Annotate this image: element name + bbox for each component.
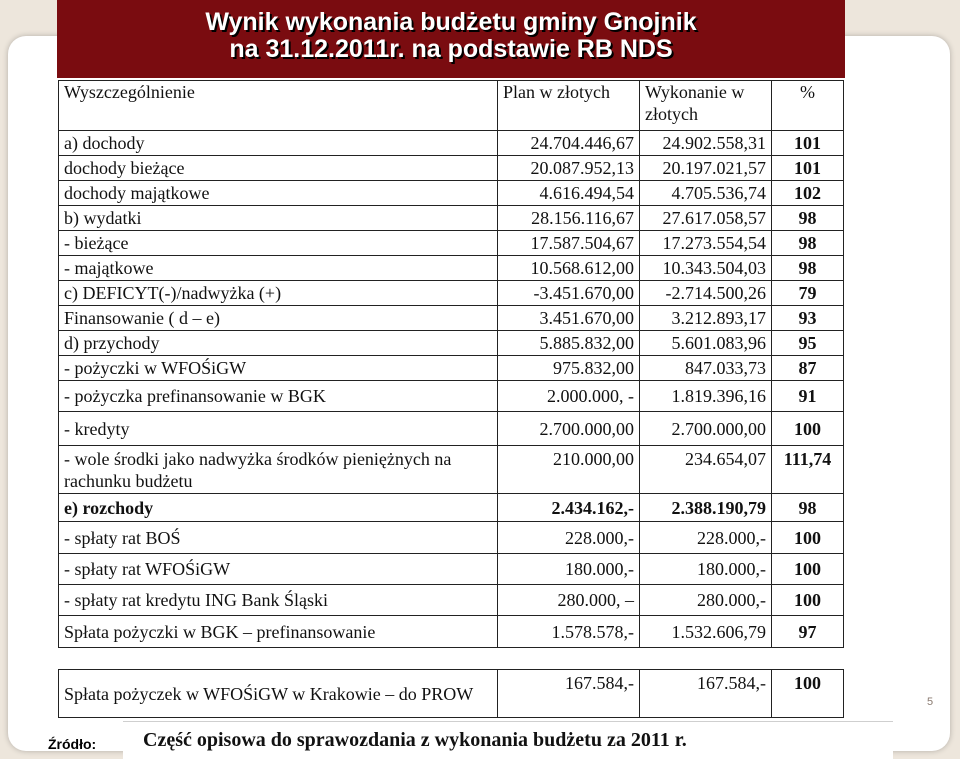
row-name: - kredyty: [59, 412, 498, 446]
header-name: Wyszczególnienie: [59, 81, 498, 131]
title-line-1: Wynik wykonania budżetu gminy Gnojnik: [205, 8, 697, 36]
row-name: - spłaty rat kredytu ING Bank Śląski: [59, 585, 498, 616]
row-exec: -2.714.500,26: [640, 281, 772, 306]
row-name: d) przychody: [59, 331, 498, 356]
row-name: - bieżące: [59, 231, 498, 256]
row-pct: 91: [772, 381, 844, 412]
row-plan: 2.000.000, -: [498, 381, 640, 412]
row-exec: 3.212.893,17: [640, 306, 772, 331]
row-exec: 180.000,-: [640, 554, 772, 585]
row-exec: 5.601.083,96: [640, 331, 772, 356]
table-row: [59, 446, 844, 494]
row-pct: 98: [772, 206, 844, 231]
row-plan: 975.832,00: [498, 356, 640, 381]
row-name: a) dochody: [59, 131, 498, 156]
row-plan: 228.000,-: [498, 522, 640, 554]
row-name: Finansowanie ( d – e): [59, 306, 498, 331]
row-pct: 97: [772, 616, 844, 648]
row-plan: 2.700.000,00: [498, 412, 640, 446]
row-exec: 1.532.606,79: [640, 616, 772, 648]
row-exec: 1.819.396,16: [640, 381, 772, 412]
row-exec: 20.197.021,57: [640, 156, 772, 181]
table-header-row: [59, 81, 844, 131]
row-plan: 3.451.670,00: [498, 306, 640, 331]
table-row: [59, 616, 844, 648]
row-plan: 1.578.578,-: [498, 616, 640, 648]
row-plan: 280.000, –: [498, 585, 640, 616]
row-plan: 24.704.446,67: [498, 131, 640, 156]
row-name: dochody bieżące: [59, 156, 498, 181]
row-name: c) DEFICYT(-)/nadwyżka (+): [59, 281, 498, 306]
table-row: [59, 256, 844, 281]
table-row: [59, 156, 844, 181]
table-row: [59, 356, 844, 381]
row-pct: 87: [772, 356, 844, 381]
row-name: - pożyczka prefinansowanie w BGK: [59, 381, 498, 412]
table-row: [59, 554, 844, 585]
header-plan: Plan w złotych: [498, 81, 640, 131]
row-exec: 10.343.504,03: [640, 256, 772, 281]
row-name: e) rozchody: [59, 494, 498, 522]
table-row: [59, 331, 844, 356]
row-plan: 10.568.612,00: [498, 256, 640, 281]
row-pct: 98: [772, 231, 844, 256]
row-pct: 101: [772, 156, 844, 181]
row-pct: 101: [772, 131, 844, 156]
row-exec: 167.584,-: [640, 670, 772, 718]
row-name: - pożyczki w WFOŚiGW: [59, 356, 498, 381]
row-exec: 27.617.058,57: [640, 206, 772, 231]
header-pct: %: [772, 81, 844, 131]
row-exec: 234.654,07: [640, 446, 772, 494]
row-exec: 17.273.554,54: [640, 231, 772, 256]
row-exec: 228.000,-: [640, 522, 772, 554]
row-plan: 28.156.116,67: [498, 206, 640, 231]
row-exec: 280.000,-: [640, 585, 772, 616]
row-name: - spłaty rat BOŚ: [59, 522, 498, 554]
table-row: [59, 131, 844, 156]
row-pct: 100: [772, 412, 844, 446]
row-exec: 4.705.536,74: [640, 181, 772, 206]
row-name: Spłata pożyczki w BGK – prefinansowanie: [59, 616, 498, 648]
row-pct: 79: [772, 281, 844, 306]
row-pct: 102: [772, 181, 844, 206]
row-plan: 2.434.162,-: [498, 494, 640, 522]
row-exec: 2.388.190,79: [640, 494, 772, 522]
table-row: [59, 306, 844, 331]
table-row: [59, 670, 844, 718]
row-exec: 2.700.000,00: [640, 412, 772, 446]
table-row: [59, 281, 844, 306]
row-name: b) wydatki: [59, 206, 498, 231]
row-plan: 4.616.494,54: [498, 181, 640, 206]
slide-title: [57, 0, 845, 78]
row-pct: 100: [772, 522, 844, 554]
row-name: - majątkowe: [59, 256, 498, 281]
table-row: [59, 181, 844, 206]
title-line-2: na 31.12.2011r. na podstawie RB NDS: [229, 35, 673, 63]
row-plan: 210.000,00: [498, 446, 640, 494]
table-row: [59, 231, 844, 256]
row-plan: 167.584,-: [498, 670, 640, 718]
row-name: - wole środki jako nadwyżka środków pieniężnych na rachunku budżetu: [59, 446, 498, 494]
row-plan: 180.000,-: [498, 554, 640, 585]
row-pct: 100: [772, 585, 844, 616]
budget-table: [58, 80, 844, 648]
page-number: 5: [927, 696, 934, 708]
header-exec: Wykonanie w złotych: [640, 81, 772, 131]
row-name: dochody majątkowe: [59, 181, 498, 206]
table-row: [59, 494, 844, 522]
source-text: Część opisowa do sprawozdania z wykonania budżetu za 2011 r.: [143, 729, 687, 751]
row-plan: 17.587.504,67: [498, 231, 640, 256]
table-row: [59, 381, 844, 412]
row-plan: 20.087.952,13: [498, 156, 640, 181]
table-row: [59, 206, 844, 231]
row-name: Spłata pożyczek w WFOŚiGW w Krakowie – do PROW: [59, 670, 498, 718]
row-pct: 111,74: [772, 446, 844, 494]
table-row: [59, 585, 844, 616]
row-plan: -3.451.670,00: [498, 281, 640, 306]
row-pct: 100: [772, 670, 844, 718]
row-name: - spłaty rat WFOŚiGW: [59, 554, 498, 585]
row-exec: 24.902.558,31: [640, 131, 772, 156]
extra-table: [58, 669, 844, 718]
row-pct: 100: [772, 554, 844, 585]
source-label: Źródło:: [48, 736, 97, 752]
row-pct: 98: [772, 256, 844, 281]
table-row: [59, 412, 844, 446]
table-row: [59, 522, 844, 554]
row-pct: 93: [772, 306, 844, 331]
row-pct: 98: [772, 494, 844, 522]
row-pct: 95: [772, 331, 844, 356]
row-exec: 847.033,73: [640, 356, 772, 381]
row-plan: 5.885.832,00: [498, 331, 640, 356]
